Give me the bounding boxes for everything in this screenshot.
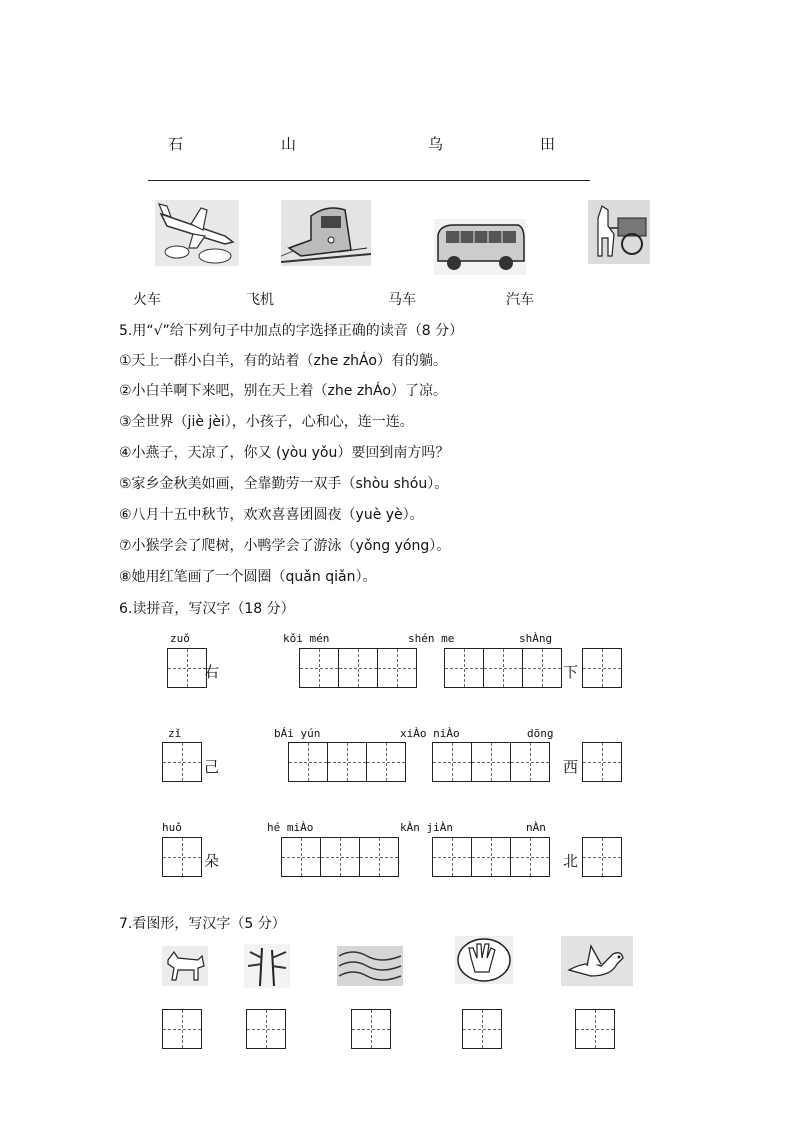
writing-grid[interactable]: [162, 1009, 202, 1049]
writing-grid[interactable]: [575, 1009, 615, 1049]
given-char: 北: [563, 852, 579, 870]
horse-icon: [162, 946, 208, 986]
grid-cell[interactable]: [281, 837, 321, 877]
grid-cell[interactable]: [575, 1009, 615, 1049]
writing-grid[interactable]: [462, 1009, 502, 1049]
pinyin: zuǒ: [170, 632, 190, 645]
given-char: 下: [563, 663, 579, 681]
writing-grid[interactable]: [582, 648, 622, 688]
writing-grid[interactable]: [351, 1009, 391, 1049]
horse-cart-icon: [588, 200, 650, 264]
writing-grid[interactable]: [288, 742, 406, 782]
hand-icon: [455, 936, 513, 984]
q5-item-4: ④小燕子，天凉了，你又 (yòu yǒu）要回到南方吗？: [119, 445, 450, 461]
writing-grid[interactable]: [444, 648, 562, 688]
given-char: 己: [204, 758, 220, 776]
given-char: 朵: [204, 852, 220, 870]
grid-cell[interactable]: [432, 742, 472, 782]
grid-cell[interactable]: [359, 837, 399, 877]
q5-item-2: ②小白羊啊下来吧，别在天上着（zhe zhÁo）了凉。: [119, 383, 447, 399]
writing-grid[interactable]: [582, 837, 622, 877]
top-char-1: 石: [168, 135, 184, 153]
q6-title: 6.读拼音，写汉字（18 分）: [119, 601, 295, 617]
grid-cell[interactable]: [288, 742, 328, 782]
q5-item-6: ⑥八月十五中秋节，欢欢喜喜团圆夜（yuè yè）。: [119, 507, 424, 523]
writing-grid[interactable]: [281, 837, 399, 877]
writing-grid[interactable]: [432, 742, 550, 782]
writing-grid[interactable]: [299, 648, 417, 688]
pinyin: xiÀo niÀo: [400, 727, 460, 740]
bamboo-icon: [244, 944, 290, 988]
bird-icon: [561, 936, 633, 986]
vehicle-label-3: 马车: [388, 292, 416, 308]
pinyin: dōng: [527, 727, 554, 740]
q5-title: 5.用“√”给下列句子中加点的字选择正确的读音（8 分）: [119, 323, 464, 339]
q7-title: 7.看图形，写汉字（5 分）: [119, 916, 286, 932]
top-char-3: 乌: [428, 135, 444, 153]
grid-cell[interactable]: [366, 742, 406, 782]
grid-cell[interactable]: [299, 648, 339, 688]
grid-cell[interactable]: [377, 648, 417, 688]
airplane-icon: [155, 200, 239, 266]
writing-grid[interactable]: [582, 742, 622, 782]
q5-item-5: ⑤家乡金秋美如画，全靠勤劳一双手（shòu shóu）。: [119, 476, 449, 492]
vehicle-label-1: 火车: [133, 292, 161, 308]
pinyin: shén me: [408, 632, 455, 645]
writing-grid[interactable]: [162, 837, 202, 877]
grid-cell[interactable]: [162, 1009, 202, 1049]
grid-cell[interactable]: [582, 742, 622, 782]
q5-item-1: ①天上一群小白羊，有的站着（zhe zhÁo）有的躺。: [119, 353, 447, 369]
grid-cell[interactable]: [351, 1009, 391, 1049]
grid-cell[interactable]: [432, 837, 472, 877]
vehicle-label-2: 飞机: [246, 292, 274, 308]
writing-grid[interactable]: [167, 648, 207, 688]
divider-line: [148, 180, 590, 181]
writing-grid[interactable]: [432, 837, 550, 877]
top-char-2: 山: [281, 135, 297, 153]
q5-item-7: ⑦小猴学会了爬树，小鸭学会了游泳（yǒng yóng）。: [119, 538, 451, 554]
grid-cell[interactable]: [162, 742, 202, 782]
grid-cell[interactable]: [522, 648, 562, 688]
q5-item-8: ⑧她用红笔画了一个圆圈（quǎn qiǎn）。: [119, 569, 377, 585]
grid-cell[interactable]: [582, 837, 622, 877]
pinyin: shÀng: [519, 632, 553, 645]
grid-cell[interactable]: [167, 648, 207, 688]
pinyin: bÁi yún: [274, 727, 321, 740]
pinyin: hé miÀo: [267, 821, 314, 834]
grid-cell[interactable]: [471, 837, 511, 877]
train-icon: [281, 200, 371, 266]
grid-cell[interactable]: [327, 742, 367, 782]
pinyin: kÀn jiÀn: [400, 821, 453, 834]
given-char: 右: [204, 663, 220, 681]
bus-icon: [434, 219, 526, 275]
pinyin: nÀn: [526, 821, 546, 834]
grid-cell[interactable]: [471, 742, 511, 782]
pinyin: huǒ: [162, 821, 182, 834]
grid-cell[interactable]: [462, 1009, 502, 1049]
grid-cell[interactable]: [510, 742, 550, 782]
grid-cell[interactable]: [444, 648, 484, 688]
grid-cell[interactable]: [582, 648, 622, 688]
vehicle-label-4: 汽车: [506, 292, 534, 308]
pinyin: kǒi mén: [283, 632, 330, 645]
grid-cell[interactable]: [162, 837, 202, 877]
writing-grid[interactable]: [162, 742, 202, 782]
pinyin: zǐ: [168, 727, 182, 740]
grid-cell[interactable]: [246, 1009, 286, 1049]
water-icon: [337, 946, 403, 986]
q5-item-3: ③全世界（jiè jèi），小孩子，心和心，连一连。: [119, 414, 414, 430]
top-char-4: 田: [540, 135, 556, 153]
grid-cell[interactable]: [510, 837, 550, 877]
grid-cell[interactable]: [320, 837, 360, 877]
writing-grid[interactable]: [246, 1009, 286, 1049]
given-char: 西: [563, 758, 579, 776]
grid-cell[interactable]: [338, 648, 378, 688]
grid-cell[interactable]: [483, 648, 523, 688]
